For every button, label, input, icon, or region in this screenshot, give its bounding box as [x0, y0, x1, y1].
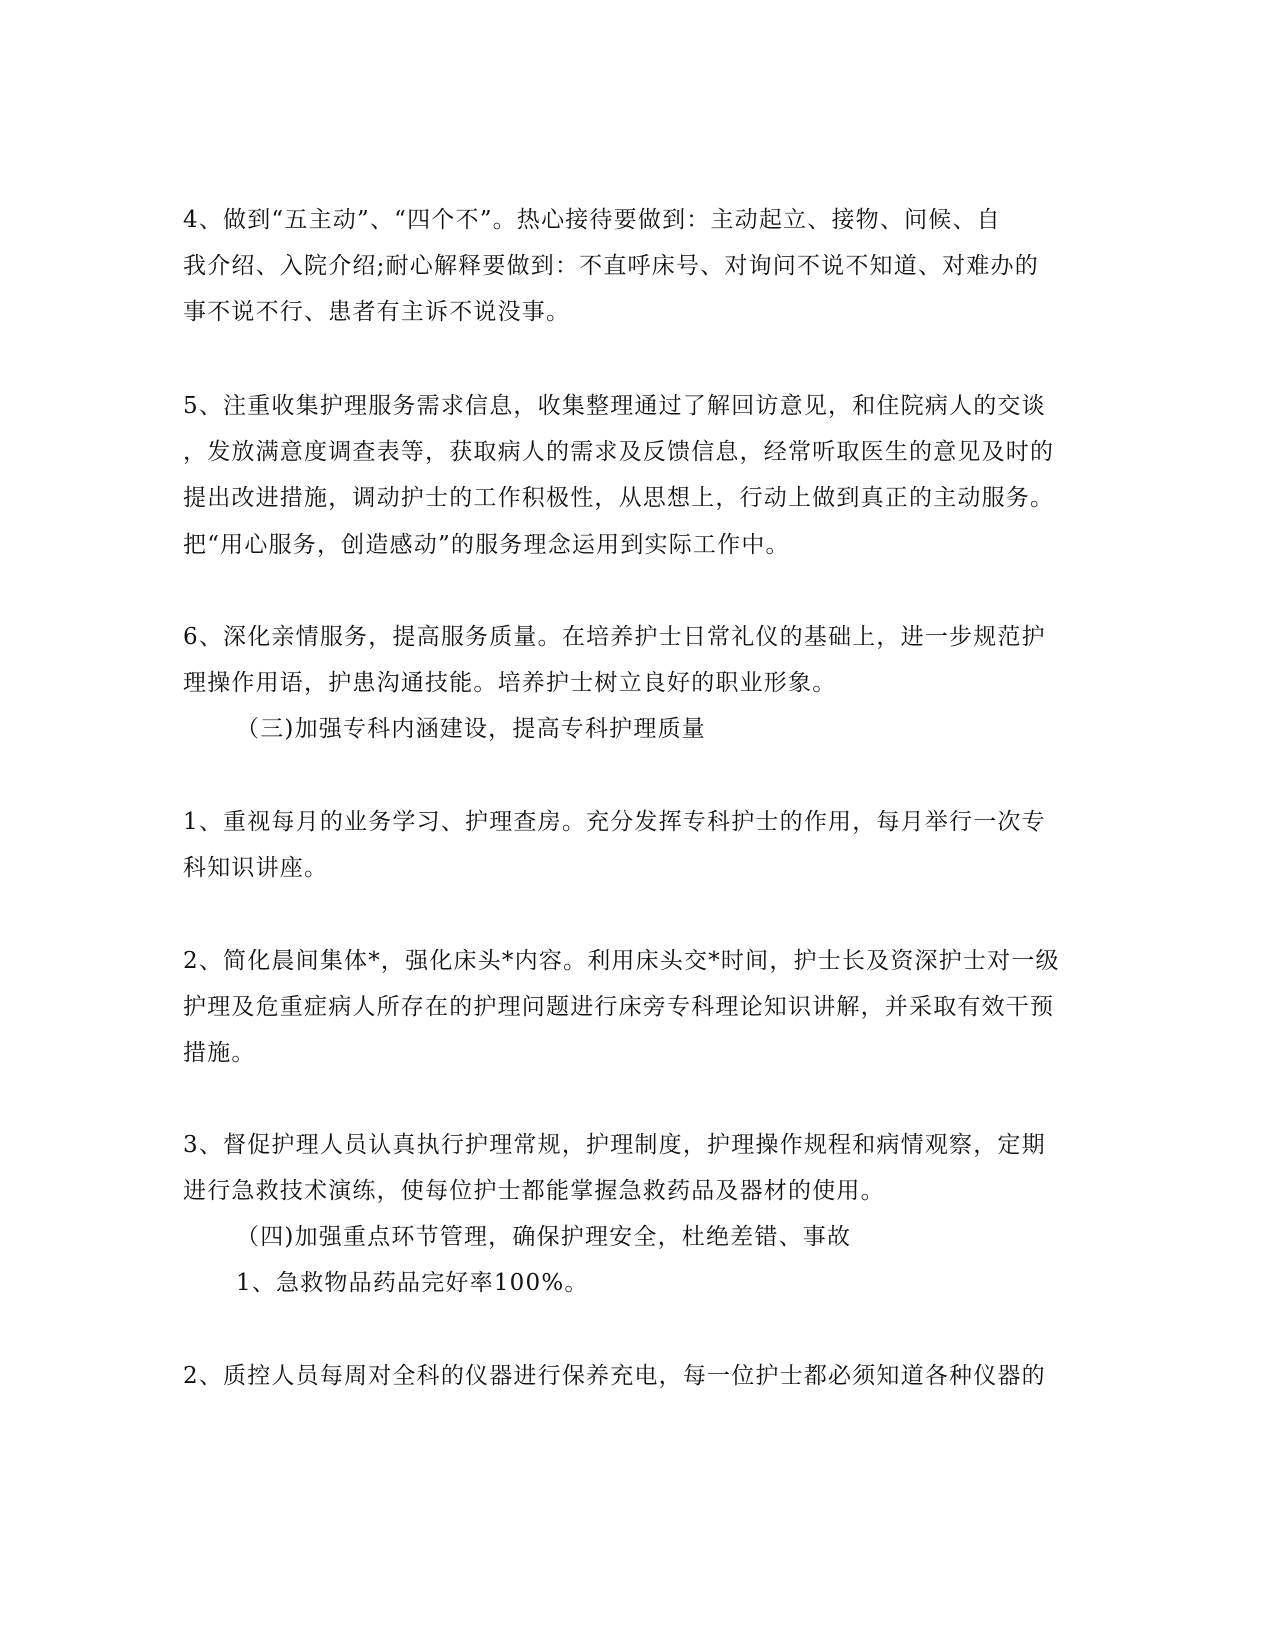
paragraph-4-line-2: 我介绍、入院介绍;耐心解释要做到：不直呼床号、对询问不说不知道、对难办的 [183, 253, 1039, 279]
paragraph-4-line-1: 4、做到“五主动”、“四个不”。热心接待要做到：主动起立、接物、问候、自 [183, 207, 1001, 233]
paragraph-5-line-2: ，发放满意度调查表等，获取病人的需求及反馈信息，经常听取医生的意见及时的 [183, 439, 1055, 465]
item-2-line-3: 措施。 [183, 1040, 256, 1066]
item-3-line-1: 3、督促护理人员认真执行护理常规，护理制度，护理操作规程和病情观察，定期 [183, 1132, 1046, 1158]
item-2-line-2: 护理及危重症病人所存在的护理问题进行床旁专科理论知识讲解，并采取有效干预 [183, 994, 1055, 1020]
paragraph-5-line-1: 5、注重收集护理服务需求信息，收集整理通过了解回访意见，和住院病人的交谈 [183, 393, 1046, 419]
item-3-line-2: 进行急救技术演练，使每位护士都能掌握急救药品及器材的使用。 [183, 1178, 885, 1204]
paragraph-5-line-4: 把“用心服务，创造感动”的服务理念运用到实际工作中。 [183, 532, 790, 558]
section-4-item-2-line-1: 2、质控人员每周对全科的仪器进行保养充电，每一位护士都必须知道各种仪器的 [183, 1363, 1046, 1389]
section-heading-4: （四)加强重点环节管理，确保护理安全，杜绝差错、事故 [236, 1224, 852, 1250]
paragraph-6-line-1: 6、深化亲情服务，提高服务质量。在培养护士日常礼仪的基础上，进一步规范护 [183, 624, 1046, 650]
section-4-item-1: 1、急救物品药品完好率100%。 [236, 1270, 589, 1296]
paragraph-5-line-3: 提出改进措施，调动护士的工作积极性，从思想上，行动上做到真正的主动服务。 [183, 485, 1055, 511]
section-heading-3: （三)加强专科内涵建设，提高专科护理质量 [236, 716, 706, 742]
paragraph-6-line-2: 理操作用语，护患沟通技能。培养护士树立良好的职业形象。 [183, 670, 837, 696]
item-1-line-1: 1、重视每月的业务学习、护理查房。充分发挥专科护士的作用，每月举行一次专 [183, 809, 1046, 835]
paragraph-4-line-3: 事不说不行、患者有主诉不说没事。 [183, 299, 571, 325]
item-2-line-1: 2、简化晨间集体*，强化床头*内容。利用床头交*时间，护士长及资深护士对一级 [183, 948, 1060, 974]
item-1-line-2: 科知识讲座。 [183, 855, 329, 881]
